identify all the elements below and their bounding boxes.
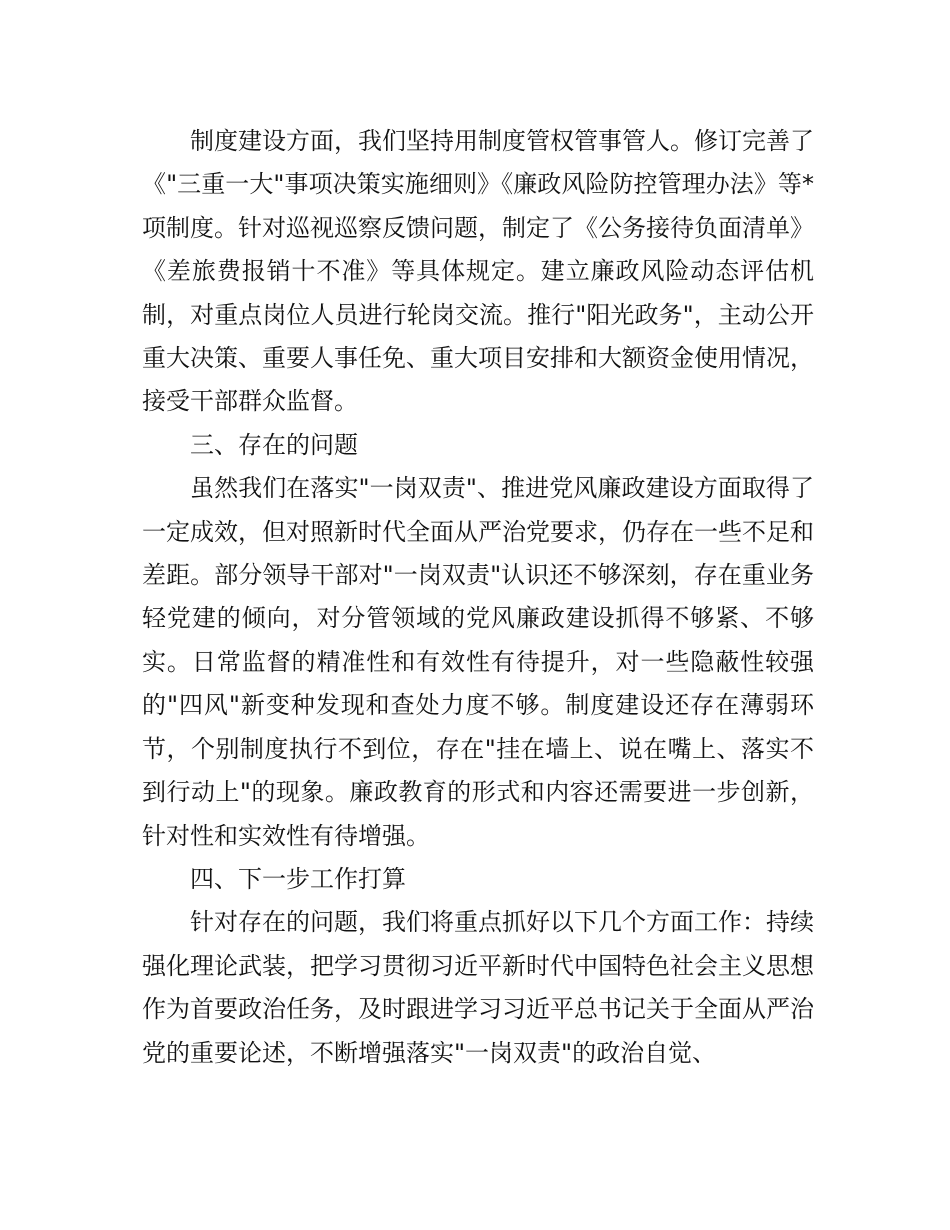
paragraph-system-building: 制度建设方面，我们坚持用制度管权管事管人。修订完善了《"三重一大"事项决策实施细则》《廉政风险防控管理办法》等*项制度。针对巡视巡察反馈问题，制定了《公务接待负面清单》《差旅费报销十不准》等具体规定。建立廉政风险动态评估机制，对重点岗位人员进行轮岗交流。推行"阳光政务"，主动公开重大决策、重要人事任免、重大项目安排和大额资金使用情况，接受干部群众监督。: [142, 127, 814, 416]
document-body: [142, 120, 814, 1075]
paragraph-next-steps: 针对存在的问题，我们将重点抓好以下几个方面工作：持续强化理论武装，把学习贯彻习近平新时代中国特色社会主义思想作为首要政治任务，及时跟进学习习近平总书记关于全面从严治党的重要论述，不断增强落实"一岗双责"的政治自觉、: [142, 908, 814, 1067]
section-heading-problems: 三、存在的问题: [190, 430, 358, 459]
section-heading-next-steps: 四、下一步工作打算: [190, 864, 406, 893]
paragraph-problems: 虽然我们在落实"一岗双责"、推进党风廉政建设方面取得了一定成效，但对照新时代全面从严治党要求，仍存在一些不足和差距。部分领导干部对"一岗双责"认识还不够深刻，存在重业务轻党建的倾向，对分管领域的党风廉政建设抓得不够紧、不够实。日常监督的精准性和有效性有待提升，对一些隐蔽性较强的"四风"新变种发现和查处力度不够。制度建设还存在薄弱环节，个别制度执行不到位，存在"挂在墙上、说在嘴上、落实不到行动上"的现象。廉政教育的形式和内容还需要进一步创新，针对性和实效性有待增强。: [142, 474, 814, 850]
